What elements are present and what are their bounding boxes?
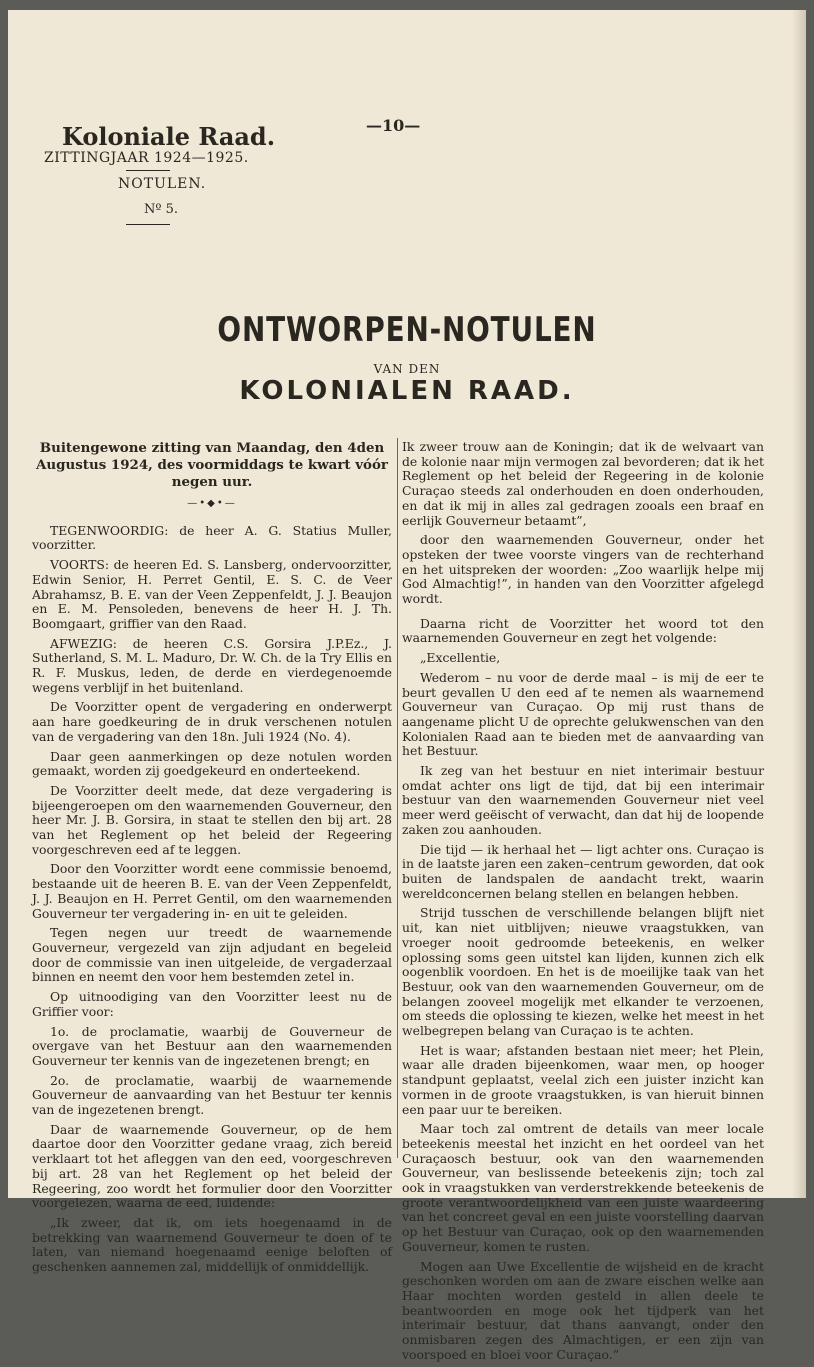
paragraph: 1o. de proclamatie, waarbij de Gouverneur de overgave van het Bestuur aan den waarnemenden Gouverneur ter kennis van de ingezetenen brengt; en — [32, 1023, 392, 1068]
right-column — [402, 440, 764, 1367]
paragraph: TEGENWOORDIG: de heer A. G. Statius Muller, voorzitter. — [32, 522, 392, 553]
paragraph: Door den Voorzitter wordt eene commissie benoemd, bestaande uit de heeren B. E. van der Veen Zeppenfeldt, J. J. Beaujon en H. Perret Gentil, om den waarnemenden Gouverneur ter vergadering in- en uit te geleiden. — [32, 861, 392, 921]
paragraph: Daar geen aanmerkingen op deze notulen worden gemaakt, worden zij goedgekeurd en onderteekend. — [32, 748, 392, 779]
paragraph: Tegen negen uur treedt de waarnemende Gouverneur, vergezeld van zijn adjudant en begeleid door de commissie van inen uitgeleide, de vergaderzaal binnen en neemt den voor hem bestemden zetel in. — [32, 925, 392, 985]
paragraph: Wederom – nu voor de derde maal – is mij de eer te beurt gevallen U den eed af te nemen als waarnemend Gouverneur van Curaçao. Op mij rust thans de aangename plicht U de oprechte gelukwenschen van den Kolonialen Raad aan te bieden met de aanvaarding van het Bestuur. — [402, 669, 764, 759]
issue-number: Nº 5. — [144, 202, 179, 217]
paragraph: „Ik zweer, dat ik, om iets hoegenaamd in de betrekking van waarnemend Gouverneur te doen of te laten, van niemand hoegenaamd eenige beloften of geschenken aannemen zal, middellijk of onmiddellijk. — [32, 1214, 392, 1275]
session-heading: Buitengewone zitting van Maandag, den 4den Augustus 1924, des voormiddags te kwart vóór negen uur. — [36, 440, 388, 490]
paragraph: VOORTS: de heeren Ed. S. Lansberg, ondervoorzitter, Edwin Senior, H. Perret Gentil, E. S. C. de Veer Abrahamsz, B. E. van der Veen Zeppenfeldt, J. J. Beaujon en E. M. Pensoleden, benevens de heer H. J. Th. Boomgaart, griffier van den Raad. — [32, 557, 392, 631]
notulen-label: NOTULEN. — [118, 176, 207, 192]
paragraph: Maar toch zal omtrent de details van meer locale beteekenis meestal het inzicht en het oordeel van het Curaçaosch bestuur, ook van den waarnemenden Gouverneur, van beslissende beteekenis zijn; toch zal ook in vraagstukken van verderstrekkende beteekenis de groote verantwoordelijkheid van een juiste waardeering van het concreet geval en een juiste voorstelling daarvan op het Bestuur van Curaçao, ook op den waarnemenden Gouverneur, komen te rusten. — [402, 1121, 764, 1254]
masthead-raad: KOLONIALEN RAAD. — [239, 376, 575, 406]
paragraph: door den waarnemenden Gouverneur, onder het opsteken der twee voorste vingers van de rechterhand en het uitspreken der woorden: „Zoo waarlijk helpe mij God Almachtig!”, in handen van den Voorzitter afgelegd wordt. — [402, 532, 764, 607]
paragraph: Daar de waarnemende Gouverneur, op de hem daartoe door den Voorzitter gedane vraag, zich bereid verklaart tot het afleggen van den eed, voorgeschreven bij art. 28 van het Reglement op het beleid der Regeering, zoo wordt het formulier door den Voorzitter voorgelezen, waarna de eed, luidende: — [32, 1121, 392, 1211]
paragraph: Daarna richt de Voorzitter het woord tot den waarnemenden Gouverneur en zegt het volgende: — [402, 615, 764, 646]
paragraph: De Voorzitter opent de vergadering en onderwerpt aan hare goedkeuring de in druk verschenen notulen van de vergadering van den 18n. Juli 1924 (No. 4). — [32, 699, 392, 744]
paragraph: „Excellentie, — [420, 650, 501, 666]
header-rule — [126, 170, 170, 171]
left-column — [32, 440, 392, 1280]
paragraph: Op uitnoodiging van den Voorzitter leest nu de Griffier voor: — [32, 989, 392, 1019]
paragraph: Ik zweer trouw aan de Koningin; dat ik de welvaart van de kolonie naar mijn vermogen zal bevorderen; dat ik het Reglement op het beleid der Regeering in de kolonie Curaçao steeds zal onderhouden en doen onderhouden, en dat ik mij in alles zal gedragen zooals een braaf en eerlijk Gouverneur betaamt”, — [402, 439, 764, 528]
paragraph: Het is waar; afstanden bestaan niet meer; het Plein, waar alle draden bijeenkomen, waar men, op hooger standpunt geplaatst, veelal zich een juister inzicht kan vormen in de groote vraagstukken, is van hieruit binnen een paar uur te bereiken. — [402, 1042, 764, 1117]
ornament-divider: —•◆•— — [187, 498, 237, 509]
header-rule — [126, 224, 170, 225]
masthead-title: ONTWORPEN-NOTULEN — [217, 310, 597, 350]
column-divider — [397, 438, 398, 1158]
council-title: Koloniale Raad. — [62, 122, 276, 151]
paragraph: De Voorzitter deelt mede, dat deze vergadering is bijeengeroepen om den waarnemenden Gouverneur, den heer Mr. J. B. Gorsira, in staat te stellen den bij art. 28 van het Reglement op het beleid der Regeering voorgeschreven eed af te leggen. — [32, 782, 392, 857]
show-through-text — [298, 130, 498, 330]
masthead-van-den: VAN DEN — [373, 362, 441, 376]
document-page — [8, 10, 806, 1362]
page-number: —10— — [366, 116, 421, 135]
paragraph: Strijd tusschen de verschillende belangen blijft niet uit, kan niet uitblijven; nieuwe vraagstukken, van vroeger nooit gedroomde beteekenis, en welker oplossing soms geen uitstel kan lijden, kunnen zich elk oogenblik voordoen. En het is de moeilijke taak van het Bestuur, ook van den waarnemenden Gouverneur, om de belangen zooveel mogelijk met elkander te verzoenen, om steeds die oplossing te kiezen, welke het meest in het welbegrepen belang van Curaçao is te achten. — [402, 905, 764, 1039]
paragraph: 2o. de proclamatie, waarbij de waarnemende Gouverneur de aanvaarding van het Bestuur ter kennis van de ingezetenen brengt. — [32, 1072, 392, 1118]
paragraph: Ik zeg van het bestuur en niet interimair bestuur omdat achter ons ligt de tijd, dat bij een interimair bestuur van den waarnemenden Gouverneur niet veel meer werd geëischt of verwacht, dan dat hij de loopende zaken zou aanhouden. — [402, 763, 764, 837]
paragraph: Mogen aan Uwe Excellentie de wijsheid en de kracht geschonken worden om aan de zware eischen welke aan Haar mochten worden gesteld in allen deele te beantwoorden en moge ook het tijdperk van het interimair bestuur, dat thans aanvangt, onder den onmisbaren zegen des Almachtigen, er een zijn van voorspoed en bloei voor Curaçao.” — [402, 1258, 764, 1362]
paragraph: AFWEZIG: de heeren C.S. Gorsira J.P.Ez., J. Sutherland, S. M. L. Maduro, Dr. W. Ch. de la Try Ellis en R. F. Muskus, leden, de derde en vierdegenoemde wegens verblijf in het buitenland. — [32, 635, 392, 695]
show-through-text — [568, 130, 768, 330]
paragraph: Die tijd — ik herhaal het — ligt achter ons. Curaçao is in de laatste jaren een zaken–centrum geworden, dat ook buiten de landspalen de aandacht trekt, waarin wereldconcernen belang stellen en belangen hebben. — [402, 841, 764, 901]
session-year: ZITTINGJAAR 1924—1925. — [44, 150, 249, 166]
